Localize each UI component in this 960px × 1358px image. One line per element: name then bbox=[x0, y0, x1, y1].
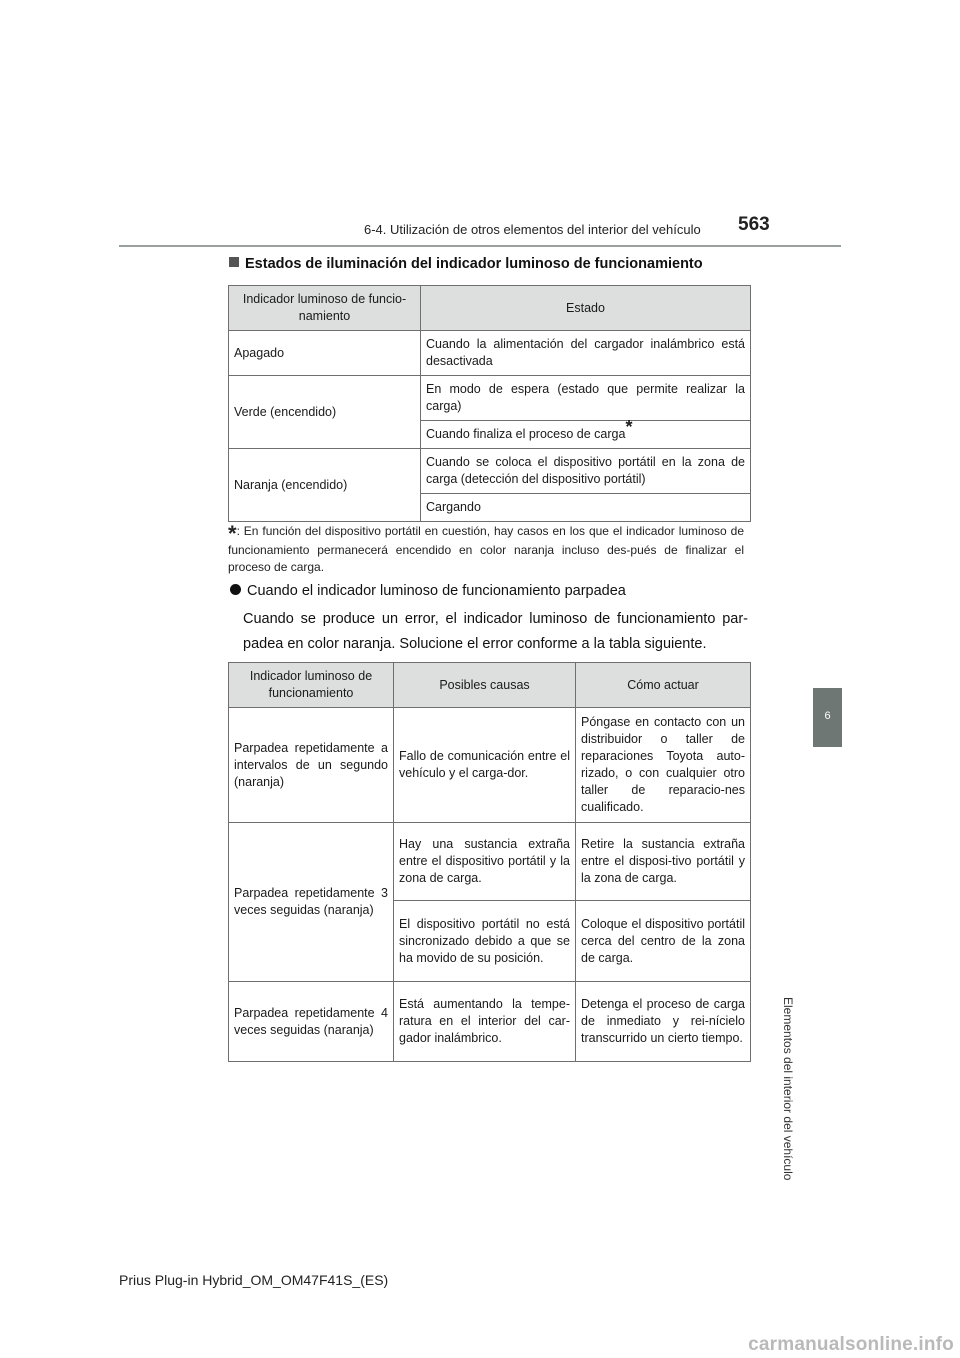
state-cell: Cuando se coloca el dispositivo portátil en la zona de carga (detección del dispositivo portátil) bbox=[421, 449, 751, 494]
table-header-cell: Posibles causas bbox=[394, 663, 576, 708]
chapter-tab[interactable]: 6 bbox=[813, 688, 842, 747]
cause-cell: El dispositivo portátil no está sincronizado debido a que se ha movido de su posición. bbox=[394, 901, 576, 982]
table-row bbox=[229, 982, 751, 1062]
header-divider bbox=[119, 245, 841, 247]
table-header-cell: Estado bbox=[421, 286, 751, 331]
table-header-row bbox=[229, 663, 751, 708]
table-header-cell: Indicador luminoso de funcio-namiento bbox=[229, 286, 421, 331]
table-row bbox=[229, 449, 751, 494]
state-cell: Cuando la alimentación del cargador inalámbrico está desactivada bbox=[421, 331, 751, 376]
page-number: 563 bbox=[738, 214, 770, 235]
table-header-cell: Cómo actuar bbox=[576, 663, 751, 708]
table-row bbox=[229, 376, 751, 421]
indicator-cell: Naranja (encendido) bbox=[229, 449, 421, 522]
table-header-cell: Indicador luminoso de funcionamiento bbox=[229, 663, 394, 708]
footnote-text: : En función del dispositivo portátil en cuestión, hay casos en los que el indicador luminoso de funcionamiento permanecerá encendido en color naranja incluso des-pués de finalizar el proceso de carga. bbox=[228, 524, 744, 574]
footnote-star: * bbox=[228, 521, 237, 546]
cause-cell: Fallo de comunicación entre el vehículo y el carga-dor. bbox=[394, 708, 576, 823]
cause-cell: Está aumentando la tempe-ratura en el interior del car-gador inalámbrico. bbox=[394, 982, 576, 1062]
table-row bbox=[229, 331, 751, 376]
table-row bbox=[229, 708, 751, 823]
state-text: Cuando finaliza el proceso de carga bbox=[426, 427, 626, 441]
state-cell: Cargando bbox=[421, 494, 751, 522]
round-bullet-icon bbox=[230, 584, 241, 595]
action-cell: Detenga el proceso de carga de inmediato y rei-nícielo transcurrido un cierto tiempo. bbox=[576, 982, 751, 1062]
bullet-heading-text: Cuando el indicador luminoso de funcionamiento parpadea bbox=[247, 583, 626, 599]
action-cell: Retire la sustancia extraña entre el disposi-tivo portátil y la zona de carga. bbox=[576, 823, 751, 901]
indicator-cell: Parpadea repetidamente 4 veces seguidas (naranja) bbox=[229, 982, 394, 1062]
indicator-cell: Apagado bbox=[229, 331, 421, 376]
chapter-title-vertical: Elementos del interior del vehículo bbox=[781, 997, 795, 1181]
header-section-title: 6-4. Utilización de otros elementos del interior del vehículo bbox=[364, 222, 701, 237]
indicator-cell: Verde (encendido) bbox=[229, 376, 421, 449]
cause-cell: Hay una sustancia extraña entre el dispositivo portátil y la zona de carga. bbox=[394, 823, 576, 901]
state-cell bbox=[421, 416, 751, 449]
section-heading-text: Estados de iluminación del indicador luminoso de funcionamiento bbox=[245, 256, 703, 272]
footnote bbox=[228, 523, 744, 576]
footnote-marker: * bbox=[625, 416, 633, 437]
indicator-cell: Parpadea repetidamente 3 veces seguidas (naranja) bbox=[229, 823, 394, 982]
bullet-heading bbox=[230, 583, 626, 599]
indicator-cell: Parpadea repetidamente a intervalos de un segundo (naranja) bbox=[229, 708, 394, 823]
watermark: carmanualsonline.info bbox=[748, 1334, 954, 1355]
table-header-row bbox=[229, 286, 751, 331]
action-cell: Póngase en contacto con un distribuidor o taller de reparaciones Toyota auto-rizado, o con cualquier otro taller de reparacio-nes cualificado. bbox=[576, 708, 751, 823]
action-cell: Coloque el dispositivo portátil cerca del centro de la zona de carga. bbox=[576, 901, 751, 982]
state-cell: En modo de espera (estado que permite realizar la carga) bbox=[421, 376, 751, 421]
document-footer: Prius Plug-in Hybrid_OM_OM47F41S_(ES) bbox=[119, 1272, 389, 1288]
blinking-troubleshooting-table bbox=[228, 662, 751, 1062]
section-heading bbox=[229, 256, 703, 272]
square-bullet-icon bbox=[229, 257, 239, 267]
indicator-state-table bbox=[228, 285, 751, 522]
table-row bbox=[229, 823, 751, 901]
body-paragraph: Cuando se produce un error, el indicador luminoso de funcionamiento par-padea en color naranja. Solucione el error conforme a la tabla siguiente. bbox=[243, 611, 748, 652]
